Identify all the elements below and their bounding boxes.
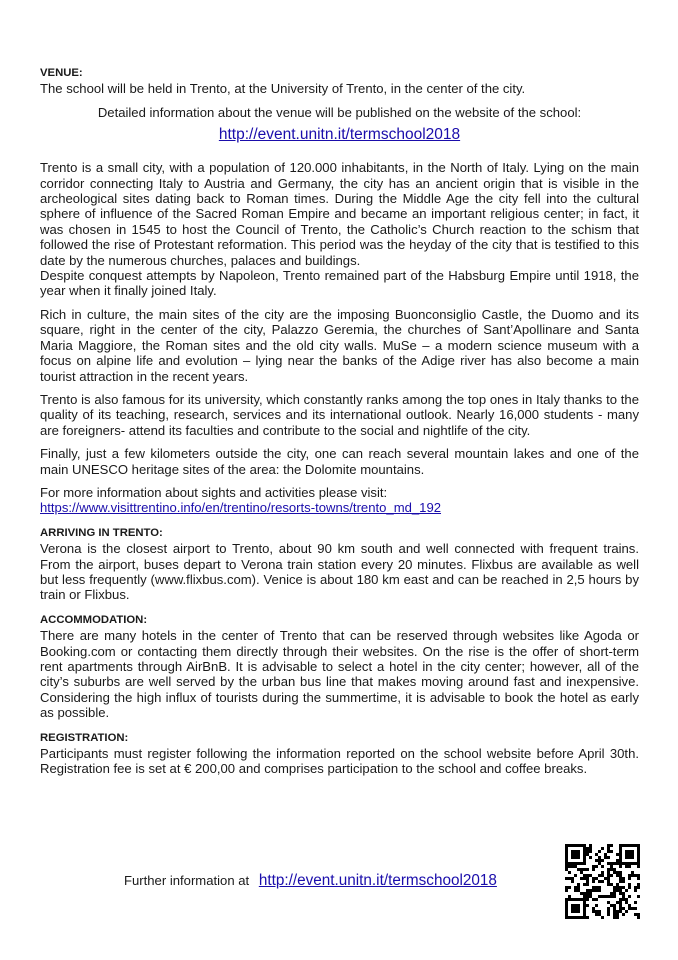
qr-code-icon[interactable] [565,844,640,919]
venue-heading: VENUE: [40,67,83,79]
trento-paragraph-mountains: Finally, just a few kilometers outside the city, one can reach several mountain lakes and one of the main UNESCO heritage sites of the area: the Dolomite mountains. [40,446,639,477]
accommodation-text: There are many hotels in the center of Trento that can be reserved through websites like Agoda or Booking.com or contacting them directly through their websites. On the rise is the offer of short-term rent apartments through AirBnB. It is advisable to select a hotel in the city center; however, all of the city’s suburbs are well served by the urban bus line that makes moving around fast and inexpensive. Considering the high influx of tourists during the summertime, it is advisable to book the hotel as early as possible. [40,628,639,721]
accommodation-heading: ACCOMMODATION: [40,613,148,626]
trento-paragraph-university: Trento is also famous for its university, which constantly ranks among the top ones in Italy thanks to the quality of its teaching, research, services and its international outlook. Nearly 16,000 students - many are foreigners- attend its faculties and contribute to the social and nightlife of the city. [40,391,639,438]
trento-paragraph-history: Trento is a small city, with a population of 120.000 inhabitants, in the North of Italy. Lying on the main corridor connecting Italy to Austria and Germany, the city has an ancient origin that is visible in the archeological sites dating back to Roman times. During the Middle Age the city fell into the cultural sphere of influence of the Sacred Roman Empire and became an important religious center; in fact, it was chosen in 1545 to host the Council of Trento, the Catholic’s Church reaction to the schism that followed the rise of Protestant reformation. This period was the heyday of the city that is testified to this date by the numerous churches, palaces and buildings. [40,160,639,268]
trento-paragraph-habsburg: Despite conquest attempts by Napoleon, Trento remained part of the Habsburg Empire until 1918, the year when it finally joined Italy. [40,268,639,299]
trento-more-info: For more information about sights and activities please visit: [40,484,388,500]
venue-website-link[interactable]: http://event.unitn.it/termschool2018 [218,126,461,144]
arriving-heading: ARRIVING IN TRENTO: [40,526,163,539]
venue-website-note: Detailed information about the venue will be published on the website of the school: [97,104,582,120]
registration-text: Participants must register following the information reported on the school website before April 30th. Registration fee is set at € 200,00 and comprises participation to the school and coffee breaks. [40,746,639,777]
trento-paragraph-culture: Rich in culture, the main sites of the city are the imposing Buonconsiglio Castle, the Duomo and its square, right in the center of the city, Palazzo Geremia, the churches of Sant’Apollinare and Santa Maria Maggiore, the Roman sites and the old city walls. MuSe – a modern science museum with a focus on alpine life and evolution – lying near the banks of the Adige river has also become a main tourist attraction in the recent years. [40,306,639,384]
footer-label: Further information at [124,873,250,888]
arriving-text: Verona is the closest airport to Trento, about 90 km south and well connected with frequent trains. From the airport, buses depart to Verona train station every 20 minutes. Flixbus are available as well but less frequently (www.flixbus.com). Venice is about 180 km east and can be reached in 2,5 hours by train or Flixbus. [40,541,639,603]
document-body [40,66,639,777]
visittrentino-link[interactable]: https://www.visittrentino.info/en/trentino/resorts-towns/trento_md_192 [40,500,442,516]
venue-line: The school will be held in Trento, at the University of Trento, in the center of the city. [40,81,526,97]
registration-heading: REGISTRATION: [40,731,129,744]
footer-website-link[interactable]: http://event.unitn.it/termschool2018 [258,872,497,889]
